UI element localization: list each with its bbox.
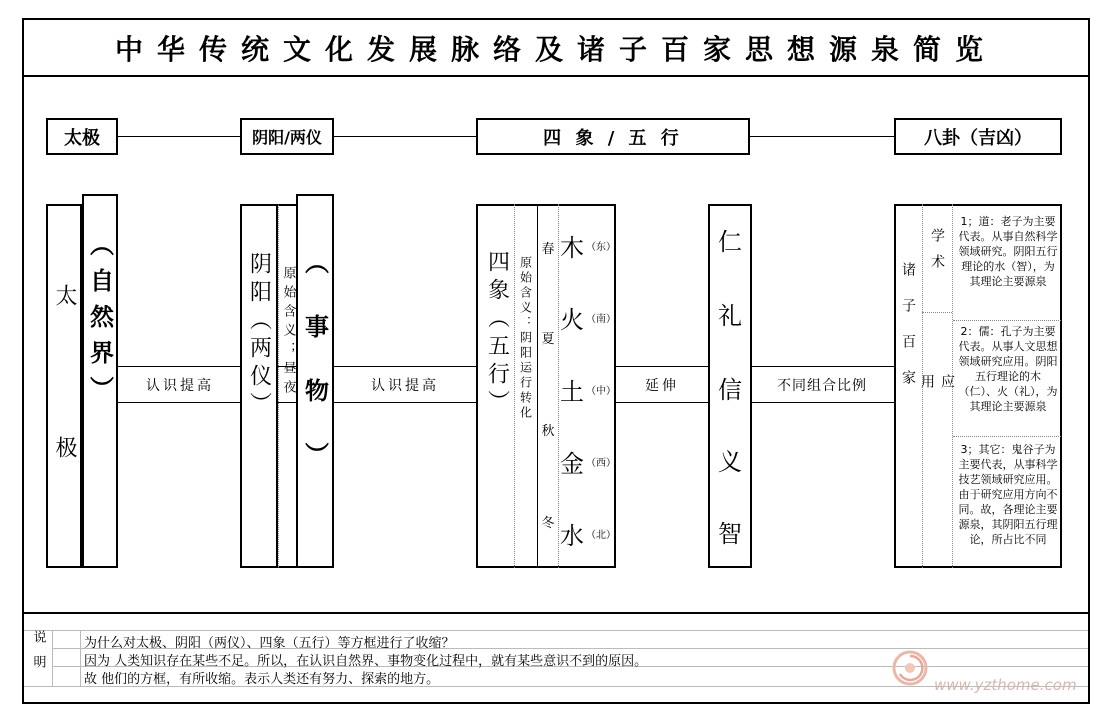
note-line-2: 因为 人类知识存在某些不足。所以，在认识自然界、事物变化过程中，就有某些意识不到的原因。 [84,654,648,669]
header-yinyang: 阴阳/两仪 [240,118,334,155]
school-divider-1 [953,320,1061,321]
header-sixiang-wuxing: 四 象 / 五 行 [476,118,750,155]
note-grid-v1 [52,630,53,686]
virtue-zhi: 智 [718,520,742,548]
yinyang-text: 阴阳（两仪） [246,252,272,420]
element-metal [560,444,616,479]
note-label-wrap [28,630,48,688]
connector-label-3: 延伸 [618,367,706,402]
connector-label-1: 认识提高 [120,367,240,402]
element-metal-char: 金 [560,450,584,478]
watermark-swirl-icon [890,648,930,688]
application-label: 应用 [919,374,955,478]
element-wood-char: 木 [560,234,584,262]
season-winter: 冬 [541,516,555,531]
note-line-1: 为什么对太极、阴阳（两仪）、四象（五行）等方框进行了收缩？ [84,636,455,651]
header-taiji: 太极 [46,118,118,155]
header-bagua: 八卦（吉凶） [894,118,1062,155]
yinyang-origin-text: 原始含义；昼夜 [280,266,296,399]
note-grid-1 [24,630,1088,631]
element-water [560,516,616,551]
school-item-dao: 1；道：老子为主要代表。从事自然科学领域研究。阴阳五行理论的水（智），为其理论主要源泉 [958,215,1058,288]
application-wrap [919,374,955,514]
connector-label-2: 认识提高 [336,367,474,402]
schools-divider-2 [952,204,953,568]
yinyang-origin-wrap [279,266,297,506]
virtue-yi: 义 [718,448,742,476]
element-water-char: 水 [560,522,584,550]
school-divider-2 [953,436,1061,437]
nature-text: （自然界） [85,232,115,412]
things-text: （事物） [300,250,330,506]
virtue-ren: 仁 [718,228,742,256]
academic-label: 学术 [929,228,945,280]
sixiang-origin-text: 原始含义：阴阳运行转化 [518,256,533,421]
season-spring: 春 [541,242,555,257]
taiji-text [48,284,80,588]
note-divider [24,612,1088,614]
virtue-li: 礼 [718,302,742,330]
connector-label-4: 不同组合比例 [752,367,892,402]
sixiang-divider-3 [558,204,559,568]
sixiang-text-wrap [480,250,514,520]
season-summer: 夏 [541,332,555,347]
element-earth [560,372,616,407]
sixiang-text: 四象（五行） [484,250,510,418]
yinyang-text-wrap [242,252,276,532]
note-label: 说明 [30,630,46,680]
element-wood [560,228,616,263]
element-water-dir: （北） [586,530,616,541]
nature-text-wrap [84,232,116,532]
season-autumn: 秋 [541,424,555,439]
diagram-title: 中华传统文化发展脉络及诸子百家思想源泉简览 [114,33,997,66]
element-fire-char: 火 [560,306,584,334]
schools-divider-h [922,312,952,313]
element-metal-dir: （西） [586,458,616,469]
element-earth-dir: （中） [586,386,616,397]
element-earth-char: 土 [560,378,584,406]
note-line-3: 故 他们的方框，有所收缩。表示人类还有努力、探索的地方。 [84,672,440,687]
watermark-text: www.yzthome.com [934,676,1077,694]
school-item-other: 3；其它：鬼谷子为主要代表，从事科学技艺领域研究应用。由于研究应用方向不同。故，各理论主要源泉，其阴阳五行理论，所占比不同 [958,443,1058,546]
virtue-xin: 信 [718,376,742,404]
schools-label-wrap [897,262,919,512]
sixiang-divider-1 [514,204,515,568]
sixiang-origin-wrap [517,256,535,526]
element-fire [560,300,616,335]
schools-label: 诸子百家 [900,262,916,406]
taiji-char-1: 太极 [52,284,77,588]
element-wood-dir: （东） [586,242,616,253]
element-fire-dir: （南） [586,314,616,325]
things-text-wrap [298,250,332,530]
title-divider [24,75,1088,77]
school-item-ru: 2：儒：孔子为主要代表。从事人文思想领域研究应用。阴阳五行理论的木（仁）、火（礼），为其理论主要源泉 [958,325,1058,413]
note-grid-v2 [80,630,81,686]
academic-wrap [925,228,949,288]
